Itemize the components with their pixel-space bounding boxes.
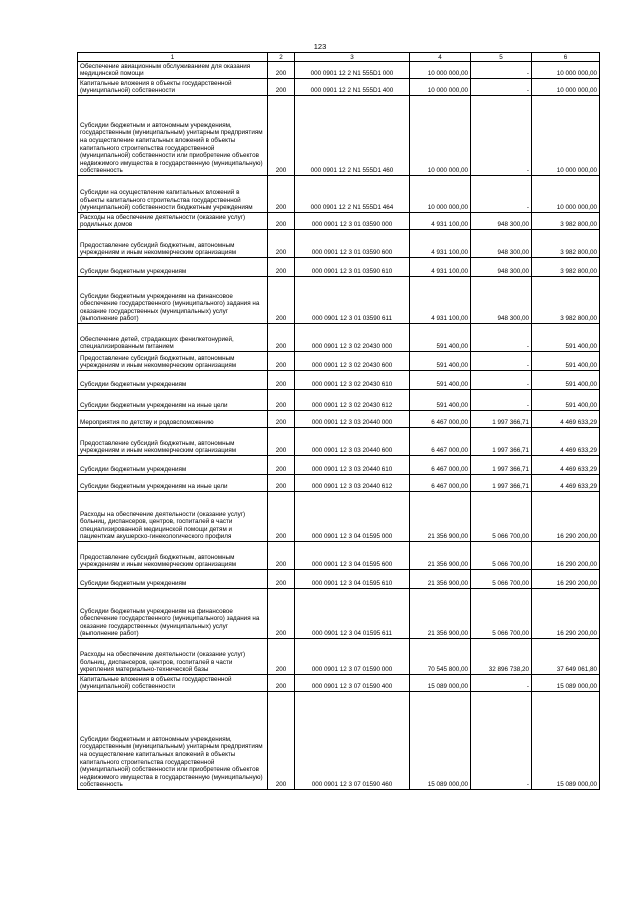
row-kbk: 000 0901 12 3 02 20430 612 [295, 390, 410, 411]
row-amount-executed: 948 300,00 [471, 230, 532, 258]
row-name: Расходы на обеспечение деятельности (оказание услуг) больниц, диспансеров, центров, госпиталей в части специализированной медицинской помощи детям и пациенткам акушерско-гинекологического профиля [78, 492, 268, 542]
row-name: Предоставление субсидий бюджетным, автономным учреждениям и иным некоммерческим организациям [78, 542, 268, 570]
row-kbk: 000 0901 12 2 N1 555D1 400 [295, 79, 410, 96]
budget-table [77, 52, 600, 790]
row-code: 200 [268, 371, 295, 390]
row-code: 200 [268, 213, 295, 230]
row-name: Капитальные вложения в объекты государственной (муниципальной) собственности [78, 79, 268, 96]
row-name: Расходы на обеспечение деятельности (оказание услуг) больниц, диспансеров, центров, госпиталей в части укрепления материально-технической базы [78, 639, 268, 675]
row-code: 200 [268, 352, 295, 371]
row-amount-remaining: 3 982 800,00 [532, 230, 600, 258]
row-kbk: 000 0901 12 3 03 20440 612 [295, 475, 410, 492]
table-row [78, 324, 600, 352]
col-header-1: 1 [78, 53, 268, 62]
row-name: Субсидии бюджетным учреждениям на финансовое обеспечение государственного (муниципального) задания на оказание государственных (муниципальных) услуг (выполнение работ) [78, 277, 268, 324]
row-kbk: 000 0901 12 3 03 20440 610 [295, 456, 410, 475]
row-kbk: 000 0901 12 3 07 01590 400 [295, 675, 410, 692]
table-row [78, 492, 600, 542]
row-name: Расходы на обеспечение деятельности (оказание услуг) родильных домов [78, 213, 268, 230]
header-row [78, 53, 600, 62]
row-kbk: 000 0901 12 2 N1 555D1 464 [295, 176, 410, 213]
row-name: Субсидии бюджетным и автономным учреждениям, государственным (муниципальным) унитарным предприятиям на осуществление капитальных вложений в объекты капитального строительства государственной (муниципальной) собственности или приобретение объектов недвижимого имущества в государственную (муниципальную) собственность [78, 96, 268, 176]
row-code: 200 [268, 692, 295, 790]
row-amount-executed: - [471, 675, 532, 692]
row-name: Предоставление субсидий бюджетным, автономным учреждениям и иным некоммерческим организациям [78, 352, 268, 371]
page-number: 123 [313, 42, 327, 51]
row-code: 200 [268, 176, 295, 213]
table-row [78, 675, 600, 692]
row-code: 200 [268, 675, 295, 692]
row-code: 200 [268, 570, 295, 589]
table-row [78, 570, 600, 589]
row-amount-remaining: 37 649 061,80 [532, 639, 600, 675]
col-header-3: 3 [295, 53, 410, 62]
row-amount-approved: 21 356 900,00 [410, 492, 471, 542]
row-amount-approved: 15 089 000,00 [410, 692, 471, 790]
row-amount-remaining: 591 400,00 [532, 352, 600, 371]
table-row [78, 277, 600, 324]
row-kbk: 000 0901 12 3 03 20440 000 [295, 411, 410, 428]
row-kbk: 000 0901 12 3 03 20440 600 [295, 428, 410, 456]
row-name: Субсидии бюджетным учреждениям на финансовое обеспечение государственного (муниципального) задания на оказание государственных (муниципальных) услуг (выполнение работ) [78, 589, 268, 639]
row-code: 200 [268, 277, 295, 324]
row-amount-remaining: 3 982 800,00 [532, 213, 600, 230]
col-header-5: 5 [471, 53, 532, 62]
row-kbk: 000 0901 12 3 02 20430 000 [295, 324, 410, 352]
row-kbk: 000 0901 12 3 01 03590 611 [295, 277, 410, 324]
row-code: 200 [268, 79, 295, 96]
table-row [78, 62, 600, 79]
row-kbk: 000 0901 12 3 07 01590 460 [295, 692, 410, 790]
row-amount-executed: - [471, 79, 532, 96]
row-amount-executed: - [471, 371, 532, 390]
row-code: 200 [268, 475, 295, 492]
row-amount-approved: 70 545 800,00 [410, 639, 471, 675]
row-amount-executed: 1 997 366,71 [471, 475, 532, 492]
col-header-6: 6 [532, 53, 600, 62]
row-name: Обеспечение детей, страдающих фенилкетонурией, специализированным питанием [78, 324, 268, 352]
row-amount-executed: 948 300,00 [471, 213, 532, 230]
row-amount-remaining: 15 089 000,00 [532, 675, 600, 692]
row-amount-approved: 15 089 000,00 [410, 675, 471, 692]
table-row [78, 692, 600, 790]
row-amount-approved: 6 467 000,00 [410, 411, 471, 428]
row-amount-approved: 10 000 000,00 [410, 176, 471, 213]
row-amount-approved: 591 400,00 [410, 352, 471, 371]
row-amount-remaining: 591 400,00 [532, 324, 600, 352]
row-amount-approved: 591 400,00 [410, 390, 471, 411]
row-amount-executed: 1 997 366,71 [471, 411, 532, 428]
row-amount-approved: 10 000 000,00 [410, 96, 471, 176]
row-amount-approved: 591 400,00 [410, 324, 471, 352]
row-code: 200 [268, 390, 295, 411]
row-name: Субсидии бюджетным учреждениям на иные цели [78, 390, 268, 411]
row-code: 200 [268, 96, 295, 176]
row-amount-approved: 10 000 000,00 [410, 79, 471, 96]
row-name: Субсидии на осуществление капитальных вложений в объекты капитального строительства государственной (муниципальной) собственности бюджетным учреждениям [78, 176, 268, 213]
col-header-2: 2 [268, 53, 295, 62]
row-name: Обеспечение авиационным обслуживанием для оказания медицинской помощи [78, 62, 268, 79]
row-code: 200 [268, 589, 295, 639]
row-kbk: 000 0901 12 3 01 03590 610 [295, 258, 410, 277]
row-amount-executed: 948 300,00 [471, 277, 532, 324]
table-row [78, 475, 600, 492]
row-code: 200 [268, 492, 295, 542]
row-amount-approved: 6 467 000,00 [410, 475, 471, 492]
row-amount-approved: 4 931 100,00 [410, 230, 471, 258]
col-header-4: 4 [410, 53, 471, 62]
row-name: Субсидии бюджетным учреждениям на иные цели [78, 475, 268, 492]
row-amount-remaining: 3 982 800,00 [532, 258, 600, 277]
row-amount-approved: 4 931 100,00 [410, 213, 471, 230]
row-amount-remaining: 16 290 200,00 [532, 542, 600, 570]
row-kbk: 000 0901 12 3 04 01595 611 [295, 589, 410, 639]
row-amount-executed: 948 300,00 [471, 258, 532, 277]
row-amount-executed: - [471, 96, 532, 176]
table-row [78, 96, 600, 176]
table-row [78, 352, 600, 371]
row-kbk: 000 0901 12 3 04 01595 000 [295, 492, 410, 542]
row-name: Капитальные вложения в объекты государственной (муниципальной) собственности [78, 675, 268, 692]
row-amount-remaining: 591 400,00 [532, 371, 600, 390]
row-code: 200 [268, 258, 295, 277]
row-amount-remaining: 16 290 200,00 [532, 492, 600, 542]
row-amount-remaining: 16 290 200,00 [532, 589, 600, 639]
row-amount-remaining: 10 000 000,00 [532, 96, 600, 176]
row-amount-approved: 21 356 900,00 [410, 542, 471, 570]
row-code: 200 [268, 639, 295, 675]
row-amount-executed: - [471, 176, 532, 213]
row-amount-approved: 10 000 000,00 [410, 62, 471, 79]
row-amount-remaining: 10 000 000,00 [532, 176, 600, 213]
row-name: Субсидии бюджетным учреждениям [78, 371, 268, 390]
row-name: Субсидии бюджетным и автономным учреждениям, государственным (муниципальным) унитарным предприятиям на осуществление капитальных вложений в объекты капитального строительства государственной (муниципальной) собственности или приобретение объектов недвижимого имущества в государственную (муниципальную) собственность [78, 692, 268, 790]
row-name: Субсидии бюджетным учреждениям [78, 456, 268, 475]
table-row [78, 213, 600, 230]
table-row [78, 258, 600, 277]
row-amount-remaining: 4 469 633,29 [532, 428, 600, 456]
row-amount-approved: 6 467 000,00 [410, 428, 471, 456]
table-row [78, 456, 600, 475]
row-amount-remaining: 3 982 800,00 [532, 277, 600, 324]
row-amount-remaining: 15 089 000,00 [532, 692, 600, 790]
row-amount-executed: 1 997 366,71 [471, 428, 532, 456]
row-amount-approved: 21 356 900,00 [410, 589, 471, 639]
table-body [78, 62, 600, 790]
table-row [78, 428, 600, 456]
row-amount-executed: - [471, 352, 532, 371]
row-amount-executed: 5 066 700,00 [471, 570, 532, 589]
row-name: Мероприятия по детству и родовспоможению [78, 411, 268, 428]
row-amount-executed: 1 997 366,71 [471, 456, 532, 475]
row-amount-remaining: 4 469 633,29 [532, 456, 600, 475]
row-amount-executed: - [471, 62, 532, 79]
row-kbk: 000 0901 12 3 04 01595 600 [295, 542, 410, 570]
table-row [78, 79, 600, 96]
row-name: Субсидии бюджетным учреждениям [78, 570, 268, 589]
row-code: 200 [268, 456, 295, 475]
row-amount-remaining: 16 290 200,00 [532, 570, 600, 589]
table-row [78, 542, 600, 570]
row-amount-executed: 5 066 700,00 [471, 589, 532, 639]
row-name: Субсидии бюджетным учреждениям [78, 258, 268, 277]
table-row [78, 639, 600, 675]
row-code: 200 [268, 411, 295, 428]
row-kbk: 000 0901 12 3 01 03590 600 [295, 230, 410, 258]
row-amount-approved: 21 356 900,00 [410, 570, 471, 589]
row-amount-executed: - [471, 390, 532, 411]
row-name: Предоставление субсидий бюджетным, автономным учреждениям и иным некоммерческим организациям [78, 428, 268, 456]
row-code: 200 [268, 230, 295, 258]
row-amount-approved: 591 400,00 [410, 371, 471, 390]
row-code: 200 [268, 62, 295, 79]
row-code: 200 [268, 324, 295, 352]
row-amount-executed: 32 896 738,20 [471, 639, 532, 675]
row-kbk: 000 0901 12 3 07 01590 000 [295, 639, 410, 675]
row-amount-approved: 4 931 100,00 [410, 277, 471, 324]
row-amount-executed: - [471, 692, 532, 790]
row-code: 200 [268, 428, 295, 456]
row-kbk: 000 0901 12 3 04 01595 610 [295, 570, 410, 589]
row-kbk: 000 0901 12 3 02 20430 610 [295, 371, 410, 390]
row-amount-remaining: 591 400,00 [532, 390, 600, 411]
row-amount-approved: 4 931 100,00 [410, 258, 471, 277]
table-row [78, 390, 600, 411]
row-amount-remaining: 10 000 000,00 [532, 79, 600, 96]
row-amount-executed: 5 066 700,00 [471, 492, 532, 542]
table-row [78, 411, 600, 428]
row-kbk: 000 0901 12 3 01 03590 000 [295, 213, 410, 230]
row-amount-remaining: 4 469 633,29 [532, 411, 600, 428]
row-amount-remaining: 4 469 633,29 [532, 475, 600, 492]
row-amount-remaining: 10 000 000,00 [532, 62, 600, 79]
table-row [78, 176, 600, 213]
row-amount-approved: 6 467 000,00 [410, 456, 471, 475]
table-row [78, 371, 600, 390]
row-kbk: 000 0901 12 2 N1 555D1 000 [295, 62, 410, 79]
row-code: 200 [268, 542, 295, 570]
table-row [78, 230, 600, 258]
row-kbk: 000 0901 12 3 02 20430 600 [295, 352, 410, 371]
row-amount-executed: 5 066 700,00 [471, 542, 532, 570]
row-name: Предоставление субсидий бюджетным, автономным учреждениям и иным некоммерческим организациям [78, 230, 268, 258]
table-row [78, 589, 600, 639]
row-kbk: 000 0901 12 2 N1 555D1 460 [295, 96, 410, 176]
row-amount-executed: - [471, 324, 532, 352]
